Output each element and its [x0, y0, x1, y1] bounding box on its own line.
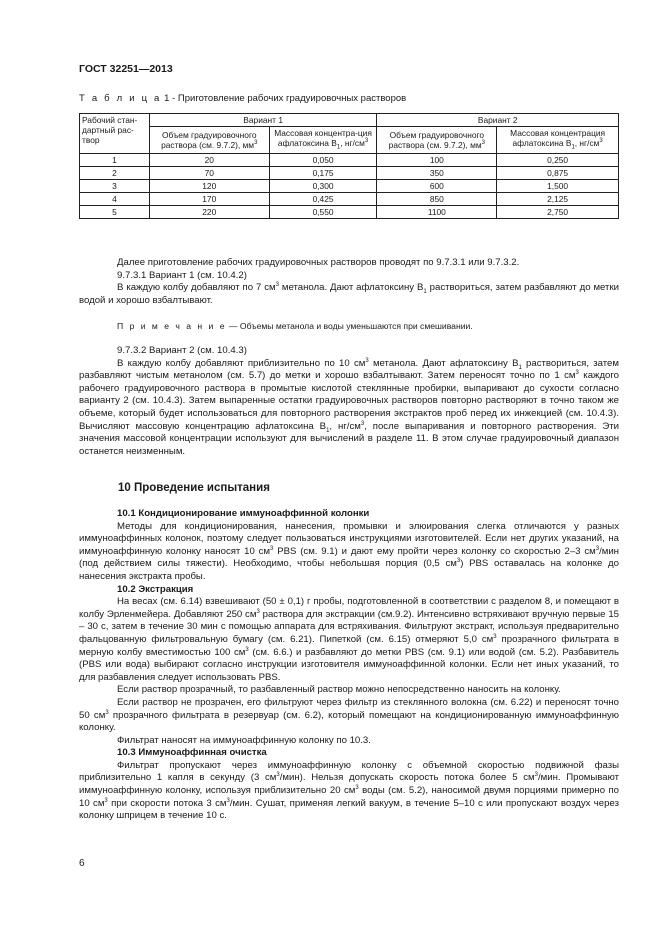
table-caption — [79, 93, 406, 104]
paragraph: Если раствор не прозрачен, его фильтруют через фильтр из стеклянного волокна (см. 6.22) и переносят точно 50 $см^3$ прозрачного фильтрата в резервуар (см. 6.2), который помещают на кондиционированную иммуноаффинную колонку. — [79, 696, 620, 734]
paragraph: Фильтрат пропускают через иммуноаффинную колонку с объемной скоростью подвижной фазы приблизительно 1 капля в секунду (3 $см^3/мин$). Нельзя допускать скорость потока более 5 $см^3$/мин. Промывают иммуноаффинную колонку, используя приблизительно 20 $см^3$ воды (см. 5.2), наносимой двумя порциями примерно по 10 $см^3$ при скорости потока 3 $см^3$/мин. Сушат, применяя легкий вакуум, в течение 5–10 с или пропускают воздух через колонку шприцем в течение 10 с. — [79, 759, 620, 822]
table-row: 4 170 0,425 850 2,125 — [80, 193, 619, 206]
subsection-heading: 10.2 Экстракция — [117, 583, 194, 595]
header-working-solution: Рабочий стан-дартный рас-твор — [80, 114, 150, 154]
header-variant-1: Вариант 1 — [149, 114, 377, 127]
paragraph: 9.7.3.2 Вариант 2 (см. 10.4.3) — [117, 345, 247, 356]
paragraph: Фильтрат наносят на иммуноаффинную колонку по 10.3. — [117, 734, 371, 746]
note-prefix: П р и м е ч а н и е — [117, 321, 227, 331]
table-caption-text: 1 - Приготовление рабочих градуировочных растворов — [161, 93, 407, 104]
section-heading-10: 10 Проведение испытания — [118, 482, 270, 494]
note-text: — Объемы метанола и воды уменьшаются при смешивании. — [226, 321, 473, 331]
paragraph: Методы для кондиционирования, нанесения, промывки и элюирования слегка отличаются у разных иммуноаффинных колонок, поэтому следует пользоваться инструкциями изготовителей. Если нет других указаний, на иммуноаффинную колонку наносят 10 $см^3$ PBS (см. 9.1) и дают ему пройти через колонку со скоростью 2–3 $см^3$/мин (под действием силы тяжести). Необходимо, чтобы небольшая порция (0,5 $см^3$) PBS оставалась на колонке до нанесения экстракта пробы. — [79, 520, 619, 582]
subsection-heading: 10.1 Кондиционирование иммуноаффинной колонки — [117, 508, 370, 519]
preparation-table — [79, 113, 619, 219]
paragraph: В каждую колбу добавляют по 7 $см^3$ метанола. Дают афлатоксину $B_1$ раствориться, затем разбавляют до метки водой и хорошо взбалтывают. — [79, 282, 620, 306]
table-row: 1 20 0,050 100 0,250 — [80, 154, 619, 167]
paragraph: Далее приготовление рабочих градуировочных растворов проводят по 9.7.3.1 или 9.7.3.2. — [117, 257, 520, 268]
header-v1-concentration: Массовая концентра-ция афлатоксина $B_1$, $нг/см^3$ — [269, 127, 377, 154]
header-v2-volume: Объем градуировочного раствора (см. 9.7.2), $мм^3$ — [377, 127, 497, 154]
table-caption-prefix: Т а б л и ц а — [79, 93, 162, 104]
header-v2-concentration: Массовая концентрация афлатоксина $B_1$, $нг/см^3$ — [497, 127, 619, 154]
paragraph: На весах (см. 6.14) взвешивают (50 ± 0,1) г пробы, подготовленной в соответствии с разделом 8, и помещают в колбу Эрленмейера. Добавляют 250 $см^3$ раствора для экстракции (см.9.2). Интенсивно встряхивают вручную первые 15 – 30 с, затем в течение 30 мин с помощью аппарата для встряхивания. Фильтруют экстракт, используя предварительно фальцованную фильтровальную бумагу (см. 6.21). Пипеткой (см. 6.15) отмеряют 5,0 $см^3$ прозрачного фильтрата в мерную колбу вместимостью 100 $см^3$ (см. 6.6.) и разбавляют до метки PBS (см. 9.1) или водой (см. 5.2). Разбавитель (PBS или вода) выбирают согласно инструкции изготовителя иммуноаффинной колонки. Если нет иных указаний, то для разбавления следует использовать PBS. — [79, 596, 619, 683]
section-10 — [79, 508, 619, 823]
table-row: 2 70 0,175 350 0,875 — [80, 167, 619, 180]
table-row: 3 120 0,300 600 1,500 — [80, 180, 619, 193]
document-header: ГОСТ 32251—2013 — [79, 63, 173, 75]
header-variant-2: Вариант 2 — [377, 114, 619, 127]
header-v1-volume: Объем градуировочного раствора (см. 9.7.2), $мм^3$ — [149, 127, 269, 154]
paragraph: Если раствор прозрачный, то разбавленный раствор можно непосредственно наносить на колонку. — [117, 684, 561, 696]
page-number: 6 — [79, 858, 85, 869]
note — [79, 320, 619, 333]
table-row: 5 220 0,550 1100 2,750 — [80, 206, 619, 219]
paragraph: 9.7.3.1 Вариант 1 (см. 10.4.2) — [117, 269, 247, 281]
paragraph: В каждую колбу добавляют приблизительно по 10 $см^3$ метанола. Дают афлатоксину $B_1$ раствориться, затем разбавляют чистым метанолом (см. 5.7) до метки и хорошо взбалтывают. Затем переносят точно по 1 $см^3$ каждого рабочего градуировочного раствора в промытые кислотой стеклянные пробирки, выпаривают до сухости согласно варианту 2 (см. 10.4.3). Затем выпаренные остатки градуировочных растворов повторно растворяют в точно таком же объеме, который будет использоваться для повторного растворения экстрактов проб перед их инжекцией (см. 10.4.3). Вычисляют массовую концентрацию афлатоксина $B_1$, $нг/см^3$, после выпаривания и повторного растворения. Эти значения массовой концентрации используют для вычислений в разделе 11. В этом случае градуировочный диапазон останется неизменным. — [79, 357, 620, 457]
subsection-heading: 10.3 Иммуноаффинная очистка — [117, 747, 267, 759]
section-9-7-3-2 — [79, 345, 619, 458]
section-9-7-3 — [79, 257, 619, 307]
